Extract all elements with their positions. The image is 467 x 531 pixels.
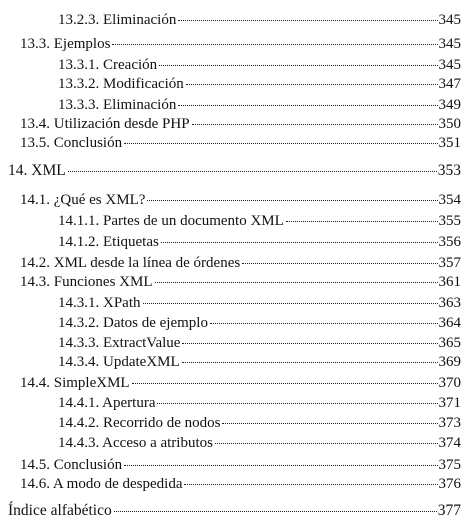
- toc-entry-label: 14.2. XML desde la línea de órdenes: [20, 255, 241, 271]
- toc-entry-label: 14.3.4. UpdateXML: [58, 354, 180, 370]
- dot-leader: [157, 403, 437, 404]
- toc-entry-page-number: 345: [438, 12, 461, 28]
- dot-leader: [143, 303, 438, 304]
- toc-entry-page-number: 353: [437, 162, 461, 179]
- toc-entry-page-number: 371: [438, 395, 461, 411]
- toc-entry[interactable]: [58, 352, 461, 372]
- toc-entry-label: 14.3.1. XPath: [58, 295, 141, 311]
- toc-entry-label: 13.4. Utilización desde PHP: [20, 116, 190, 132]
- toc-entry[interactable]: [20, 272, 461, 292]
- toc-entry-page-number: 345: [438, 57, 461, 73]
- dot-leader: [147, 200, 437, 201]
- dot-leader: [159, 65, 437, 66]
- toc-entry-page-number: 375: [438, 457, 461, 473]
- toc-entry-page-number: 345: [438, 36, 461, 52]
- toc-entry[interactable]: [58, 433, 461, 453]
- toc-entry-label: 13.3.1. Creación: [58, 57, 158, 73]
- dot-leader: [132, 383, 438, 384]
- dot-leader: [178, 105, 437, 106]
- toc-entry-page-number: 356: [438, 234, 461, 250]
- toc-entry[interactable]: [20, 373, 461, 393]
- toc-entry-page-number: 354: [438, 192, 461, 208]
- toc-entry-label: 13.3.3. Eliminación: [58, 97, 177, 113]
- dot-leader: [114, 511, 437, 512]
- toc-entry-label: 14.1.2. Etiquetas: [58, 234, 159, 250]
- toc-entry-label: 14. XML: [8, 162, 66, 179]
- toc-entry-label: 13.2.3. Eliminación: [58, 12, 177, 28]
- toc-entry-label: Índice alfabético: [8, 502, 112, 519]
- toc-entry-page-number: 347: [438, 76, 461, 92]
- dot-leader: [286, 221, 438, 222]
- toc-entry-label: 14.6. A modo de despedida: [20, 476, 183, 492]
- dot-leader: [215, 443, 438, 444]
- dot-leader: [222, 423, 437, 424]
- toc-entry[interactable]: [58, 10, 461, 30]
- toc-entry-page-number: 351: [438, 135, 461, 151]
- dot-leader: [112, 44, 437, 45]
- toc-entry[interactable]: [8, 501, 461, 521]
- toc-entry[interactable]: [58, 74, 461, 94]
- toc-entry-page-number: 355: [438, 213, 461, 229]
- dot-leader: [184, 484, 437, 485]
- dot-leader: [124, 465, 437, 466]
- toc-entry-label: 14.3.3. ExtractValue: [58, 335, 181, 351]
- toc-entry[interactable]: [20, 190, 461, 210]
- toc-entry-label: 14.4.1. Apertura: [58, 395, 156, 411]
- toc-entry-label: 14.4. SimpleXML: [20, 375, 130, 391]
- toc-entry-page-number: 364: [438, 315, 461, 331]
- toc-entry-page-number: 377: [437, 502, 461, 519]
- toc-entry-label: 13.3.2. Modificación: [58, 76, 184, 92]
- dot-leader: [161, 242, 438, 243]
- toc-entry[interactable]: [58, 333, 461, 353]
- toc-entry[interactable]: [58, 211, 461, 231]
- dot-leader: [192, 124, 438, 125]
- toc-entry-page-number: 349: [438, 97, 461, 113]
- dot-leader: [242, 263, 437, 264]
- toc-entry[interactable]: [58, 393, 461, 413]
- toc-entry-label: 14.4.2. Recorrido de nodos: [58, 415, 221, 431]
- toc-entry-page-number: 370: [438, 375, 461, 391]
- toc-entry-label: 13.3. Ejemplos: [20, 36, 111, 52]
- toc-entry[interactable]: [58, 293, 461, 313]
- toc-entry-label: 14.3.2. Datos de ejemplo: [58, 315, 208, 331]
- toc-entry[interactable]: [58, 232, 461, 252]
- toc-entry-page-number: 363: [438, 295, 461, 311]
- toc-entry-page-number: 373: [438, 415, 461, 431]
- toc-entry-page-number: 374: [438, 435, 461, 451]
- toc-entry[interactable]: [58, 55, 461, 75]
- dot-leader: [155, 282, 438, 283]
- toc-entry[interactable]: [20, 253, 461, 273]
- toc-entry[interactable]: [20, 133, 461, 153]
- toc-entry-page-number: 369: [438, 354, 461, 370]
- dot-leader: [182, 343, 437, 344]
- toc-entry[interactable]: [20, 455, 461, 475]
- toc-entry-label: 14.5. Conclusión: [20, 457, 123, 473]
- toc-entry-label: 14.4.3. Acceso a atributos: [58, 435, 213, 451]
- toc-entry-label: 14.1. ¿Qué es XML?: [20, 192, 146, 208]
- toc-entry[interactable]: [58, 95, 461, 115]
- toc-entry[interactable]: [8, 161, 461, 181]
- toc-entry-label: 14.1.1. Partes de un documento XML: [58, 213, 284, 229]
- toc-entry[interactable]: [58, 413, 461, 433]
- dot-leader: [178, 20, 437, 21]
- dot-leader: [210, 323, 438, 324]
- dot-leader: [124, 143, 437, 144]
- dot-leader: [182, 362, 438, 363]
- dot-leader: [186, 84, 438, 85]
- toc-entry[interactable]: [58, 313, 461, 333]
- toc-entry-page-number: 357: [438, 255, 461, 271]
- toc-entry-page-number: 376: [438, 476, 461, 492]
- toc-entry[interactable]: [20, 114, 461, 134]
- toc-entry[interactable]: [20, 474, 461, 494]
- toc-entry-page-number: 350: [438, 116, 461, 132]
- toc-entry-label: 14.3. Funciones XML: [20, 274, 153, 290]
- toc-entry-label: 13.5. Conclusión: [20, 135, 123, 151]
- toc-entry-page-number: 365: [438, 335, 461, 351]
- toc-entry[interactable]: [20, 34, 461, 54]
- dot-leader: [68, 171, 437, 172]
- toc-entry-page-number: 361: [438, 274, 461, 290]
